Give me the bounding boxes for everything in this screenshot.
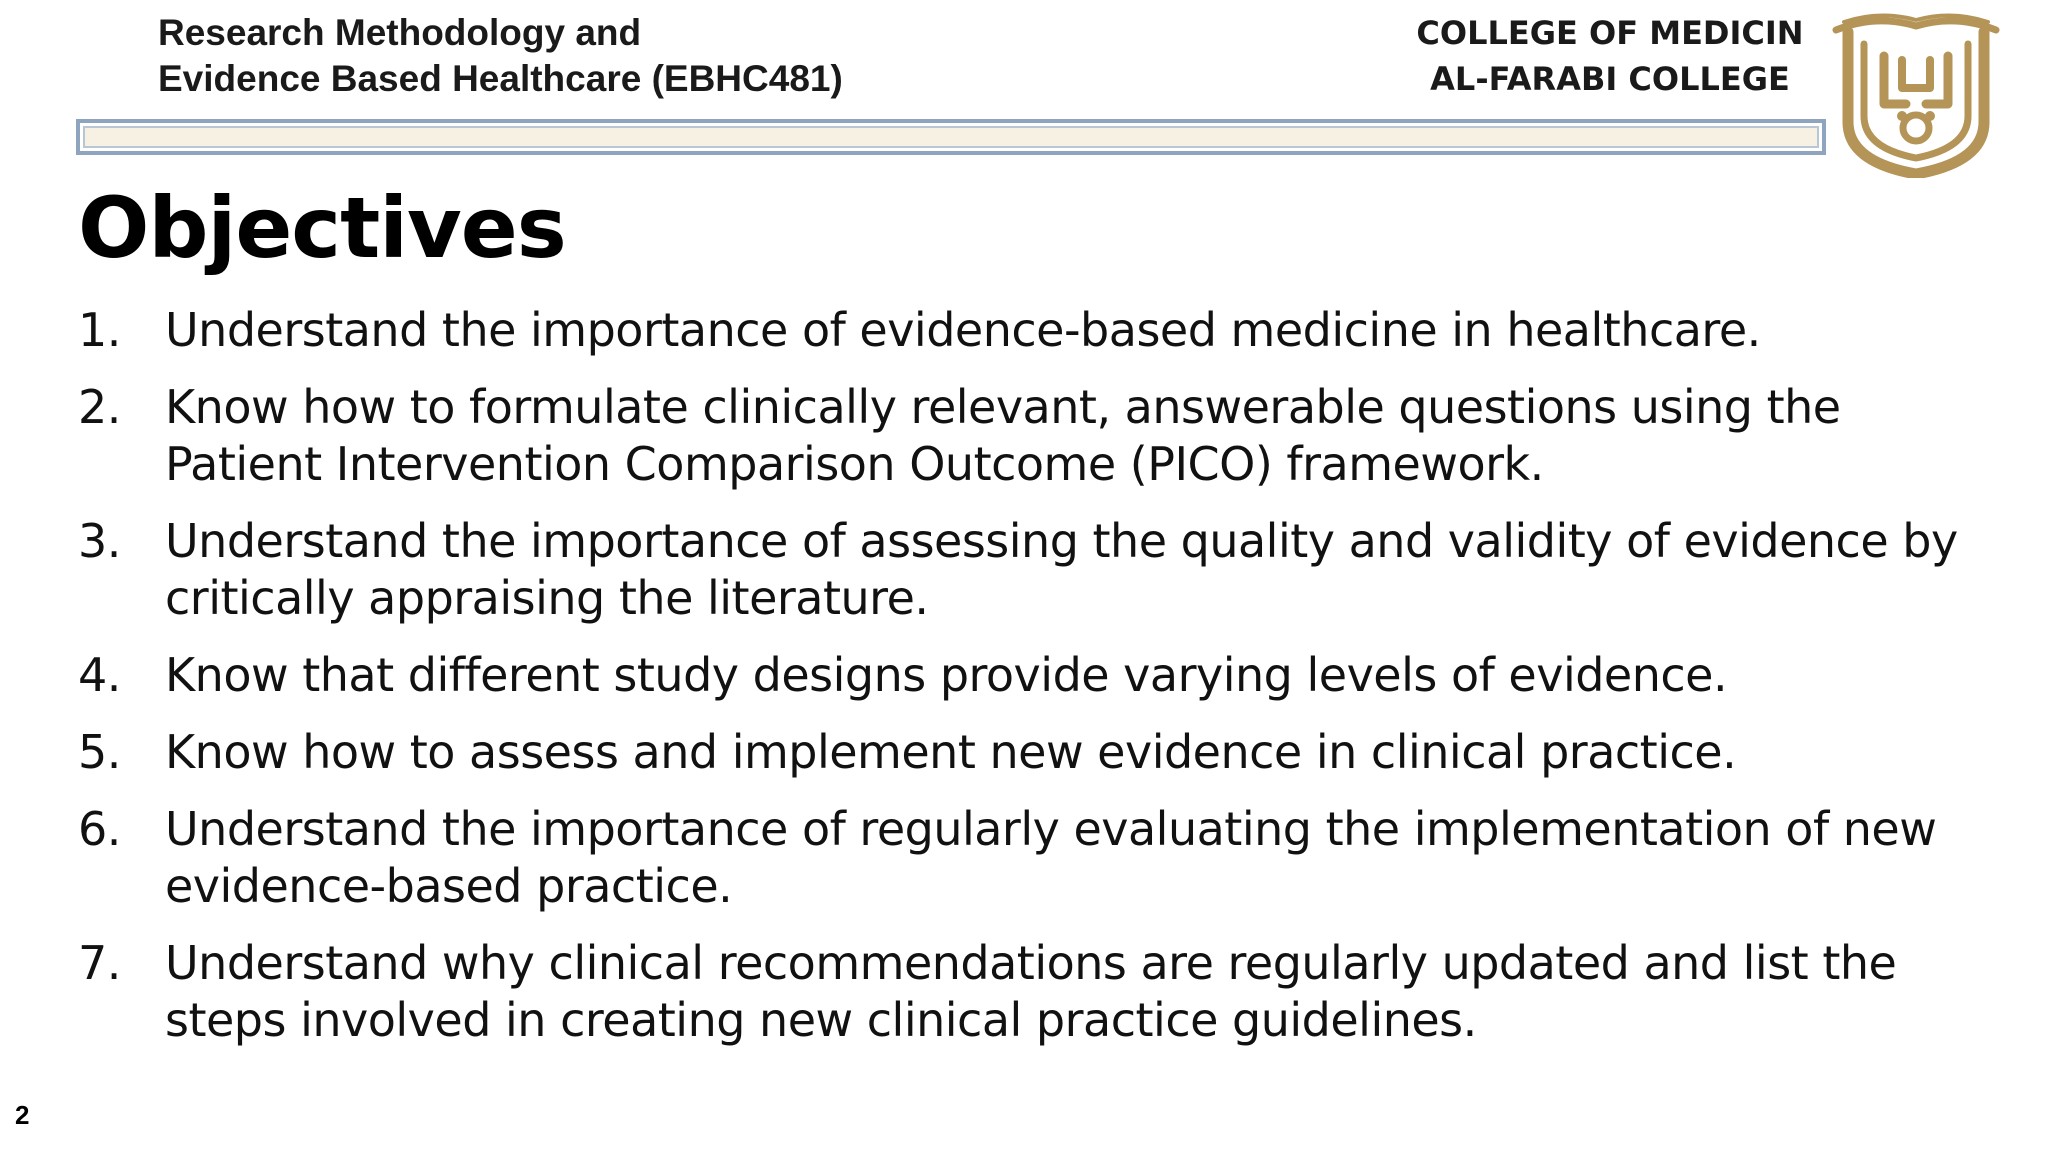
objective-item (0, 513, 2048, 627)
objective-item (0, 935, 2048, 1049)
objective-text: Understand the importance of regularly evaluating the implementation of new evidence-based practice. (165, 802, 1937, 913)
objective-item (0, 647, 2048, 704)
objective-text: Know that different study designs provide varying levels of evidence. (165, 648, 1728, 702)
objective-text: Know how to assess and implement new evidence in clinical practice. (165, 725, 1737, 779)
objective-text: Understand the importance of assessing the quality and validity of evidence by critically appraising the literature. (165, 514, 1958, 625)
college-name-line-1: COLLEGE OF MEDICIN (1416, 14, 1804, 52)
objective-text: Know how to formulate clinically relevant, answerable questions using the Patient Intervention Comparison Outcome (PICO) framework. (165, 380, 1841, 491)
course-title (158, 10, 843, 102)
objective-number: 4. (78, 648, 121, 702)
objective-text: Understand why clinical recommendations are regularly updated and list the steps involved in creating new clinical practice guidelines. (165, 936, 1897, 1047)
objective-item (0, 302, 2048, 359)
college-logo-icon (1828, 12, 2004, 178)
objective-text: Understand the importance of evidence-based medicine in healthcare. (165, 303, 1761, 357)
objective-number: 1. (78, 303, 121, 357)
objective-number: 7. (78, 936, 121, 990)
objective-number: 3. (78, 514, 121, 568)
objective-number: 2. (78, 380, 121, 434)
college-name-line-2: AL-FARABI COLLEGE (1430, 60, 1790, 98)
objective-item (0, 801, 2048, 915)
page-title: Objectives (78, 179, 566, 277)
college-name (1380, 10, 1840, 102)
header-divider-bar (76, 119, 1826, 155)
page-number: 2 (15, 1100, 30, 1130)
objective-number: 6. (78, 802, 121, 856)
course-title-line-1: Research Methodology and (158, 12, 642, 53)
objective-item (0, 379, 2048, 493)
objective-number: 5. (78, 725, 121, 779)
objective-item (0, 724, 2048, 781)
course-title-line-2: Evidence Based Healthcare (EBHC481) (158, 58, 843, 99)
objectives-list (0, 302, 2048, 1069)
